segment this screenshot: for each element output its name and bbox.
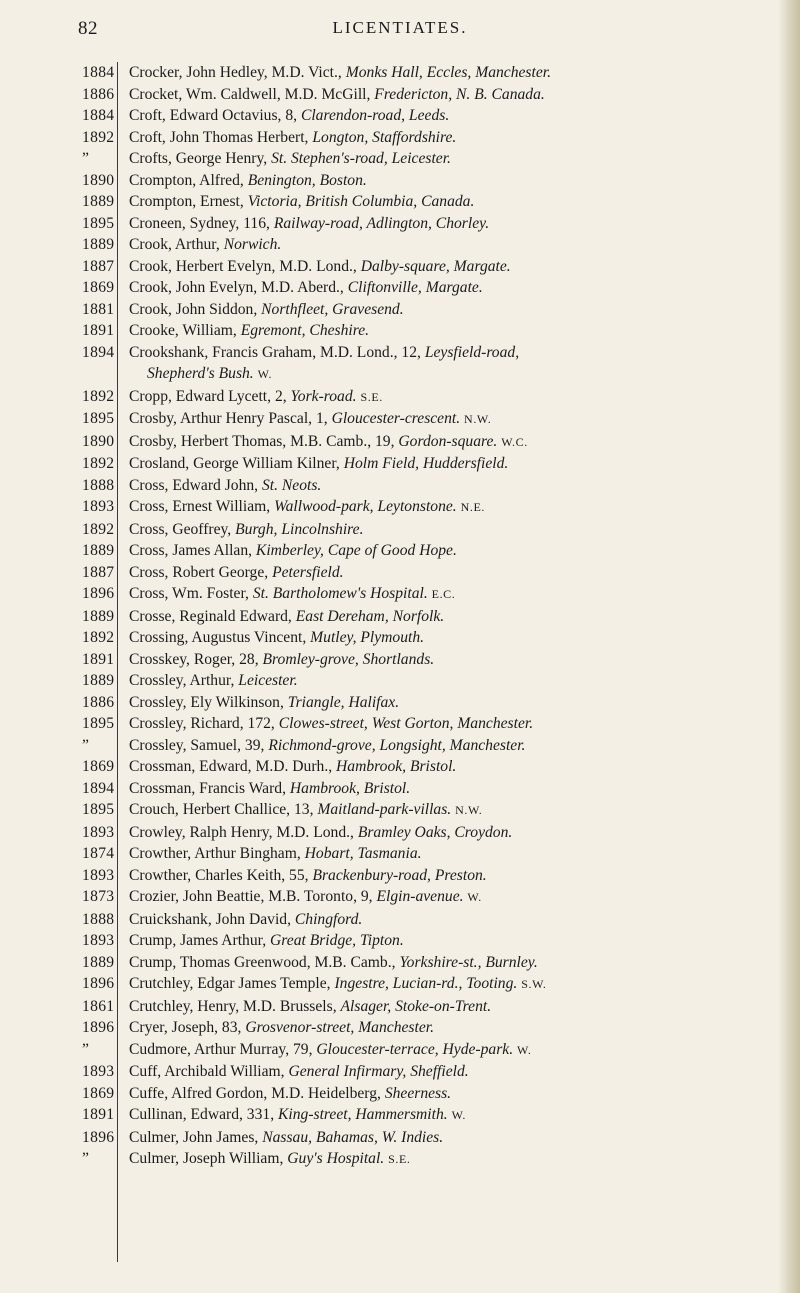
entry-year: 1887 — [82, 563, 115, 581]
list-item — [0, 627, 800, 649]
entry-name: Crossing, Augustus Vincent, — [129, 629, 307, 646]
entry-address: Holm Field, Huddersfield. — [343, 455, 509, 472]
entry-text — [129, 342, 779, 364]
entry-continuation — [147, 363, 777, 386]
entry-address: Ingestre, Lucian-rd., Tooting. — [334, 975, 518, 992]
list-item — [0, 799, 800, 822]
entry-year: 1889 — [82, 607, 115, 625]
entry-year: 1891 — [82, 322, 115, 339]
list-item — [0, 213, 800, 235]
entry-address: Clowes-street, West Gorton, Manchester. — [278, 715, 534, 732]
list-item — [0, 1039, 800, 1062]
list-item — [0, 170, 800, 192]
list-item — [0, 865, 800, 887]
entry-year: 1881 — [82, 300, 115, 318]
entry-year: ” — [82, 1040, 90, 1058]
entry-year: 1893 — [82, 932, 115, 949]
entry-text — [129, 299, 779, 321]
entry-year: 1895 — [82, 801, 115, 818]
entry-text — [129, 1104, 779, 1127]
entry-text — [129, 930, 779, 952]
entry-year: 1892 — [82, 387, 115, 405]
entry-text — [129, 799, 779, 822]
list-item — [0, 649, 800, 671]
entry-text — [129, 213, 779, 235]
entry-address: Kimberley, Cape of Good Hope. — [255, 542, 457, 559]
list-item — [0, 1104, 800, 1127]
entry-year: 1889 — [82, 672, 115, 689]
entry-address: York-road. — [290, 387, 357, 405]
entry-name: Cuff, Archibald William, — [129, 1063, 285, 1080]
entry-address: Maitland-park-villas. — [317, 801, 452, 818]
entry-text — [129, 649, 779, 671]
entry-name: Cross, Wm. Foster, — [129, 585, 249, 602]
entry-name: Cudmore, Arthur Murray, 79, — [129, 1040, 313, 1058]
entry-text — [129, 627, 779, 649]
entry-text — [129, 234, 779, 256]
entry-year: 1894 — [82, 343, 115, 361]
entry-year: 1893 — [82, 1063, 115, 1080]
entry-year: 1893 — [82, 498, 115, 515]
entry-postal-district: N.W. — [455, 803, 483, 817]
list-item — [0, 256, 800, 278]
entry-postal-district: W.C. — [501, 434, 528, 449]
entry-year: 1892 — [82, 629, 115, 646]
entry-year: 1893 — [82, 823, 115, 841]
entry-year: 1888 — [82, 910, 115, 928]
entry-text — [129, 756, 779, 778]
entry-text — [129, 540, 779, 562]
entry-name: Crouch, Herbert Challice, 13, — [129, 801, 314, 818]
page-header — [0, 14, 800, 44]
entry-address: Clarendon-road, Leeds. — [300, 107, 450, 124]
entry-text — [129, 475, 779, 497]
entry-name: Crooke, William, — [129, 322, 237, 339]
entry-text — [129, 778, 779, 800]
entry-address: Hambrook, Bristol. — [289, 779, 411, 797]
entry-text — [129, 973, 779, 996]
entry-name: Crutchley, Edgar James Temple, — [129, 975, 331, 992]
list-item — [0, 234, 800, 256]
entry-name: Crosby, Herbert Thomas, M.B. Camb., 19, — [129, 432, 395, 450]
entry-address: Gloucester-terrace, Hyde-park. — [316, 1040, 514, 1058]
list-item — [0, 1148, 800, 1171]
entry-year: 1890 — [82, 432, 115, 450]
entry-year: 1896 — [82, 1128, 115, 1146]
entry-name: Crook, Herbert Evelyn, M.D. Lond., — [129, 257, 357, 275]
list-item — [0, 62, 800, 84]
entry-name: Culmer, John James, — [129, 1128, 259, 1146]
entry-name: Crosskey, Roger, 28, — [129, 650, 259, 668]
entry-text — [129, 1083, 779, 1105]
entry-name: Crocker, John Hedley, M.D. Vict., — [129, 64, 342, 81]
entry-postal-district: W. — [517, 1042, 532, 1057]
list-item — [0, 692, 800, 714]
entry-address: Railway-road, Adlington, Chorley. — [273, 214, 490, 232]
entry-text — [129, 606, 779, 628]
entry-year: 1889 — [82, 542, 115, 559]
entry-name: Cross, James Allan, — [129, 542, 253, 559]
entry-year: ” — [82, 736, 90, 754]
entry-address: Monks Hall, Eccles, Manchester. — [345, 64, 551, 81]
entry-name: Crossman, Francis Ward, — [129, 779, 286, 797]
list-item — [0, 84, 800, 106]
entry-text — [129, 431, 779, 454]
entry-name: Croft, Edward Octavius, 8, — [129, 107, 298, 124]
entry-name: Crookshank, Francis Graham, M.D. Lond., 12, — [129, 343, 421, 361]
entry-address: Leicester. — [238, 672, 298, 689]
entry-year: 1893 — [82, 866, 115, 884]
list-item — [0, 431, 800, 454]
entry-address: Gordon-square. — [398, 432, 498, 450]
list-item — [0, 713, 800, 735]
entry-address: St. Stephen's-road, Leicester. — [271, 150, 451, 167]
entry-name: Crook, John Evelyn, M.D. Aberd., — [129, 279, 344, 296]
page-number: 82 — [78, 18, 98, 39]
list-item — [0, 1017, 800, 1039]
entry-year: 1884 — [82, 107, 115, 124]
entry-year: 1889 — [82, 953, 115, 971]
list-item — [0, 191, 800, 213]
list-item — [0, 996, 800, 1018]
list-item — [0, 475, 800, 497]
entry-postal-district: W. — [467, 890, 482, 904]
entry-name: Crozier, John Beattie, M.B. Toronto, 9, — [129, 888, 373, 905]
entry-year: 1894 — [82, 779, 115, 797]
entry-year: 1889 — [82, 236, 115, 253]
list-item — [0, 105, 800, 127]
licentiate-list — [0, 62, 800, 1171]
entry-text — [129, 843, 779, 865]
entry-text — [129, 191, 779, 213]
list-item — [0, 670, 800, 692]
list-item — [0, 453, 800, 475]
entry-postal-district: E.C. — [431, 587, 456, 601]
entry-name: Crossman, Edward, M.D. Durh., — [129, 758, 333, 775]
entry-name: Cruickshank, John David, — [129, 910, 291, 928]
entry-address: Guy's Hospital. — [287, 1150, 385, 1167]
entry-address: Triangle, Halifax. — [287, 693, 400, 711]
entry-name: Crump, James Arthur, — [129, 932, 267, 949]
list-item — [0, 756, 800, 778]
entry-text — [129, 1039, 779, 1062]
entry-address: Nassau, Bahamas, W. Indies. — [262, 1128, 444, 1146]
list-item — [0, 583, 800, 606]
entry-text — [129, 84, 779, 106]
entry-address: Chingford. — [294, 910, 363, 928]
list-item — [0, 540, 800, 562]
list-item — [0, 822, 800, 844]
list-item — [0, 127, 800, 149]
entry-address: Sheerness. — [384, 1084, 452, 1102]
entry-name: Crook, John Siddon, — [129, 300, 258, 318]
entry-name: Cryer, Joseph, 83, — [129, 1019, 242, 1036]
entry-name: Crosby, Arthur Henry Pascal, 1, — [129, 410, 328, 427]
entry-text — [129, 170, 779, 192]
entry-year: 1890 — [82, 171, 115, 189]
entry-postal-district: S.E. — [360, 389, 383, 404]
entry-year: 1892 — [82, 455, 115, 472]
entry-address: Bromley-grove, Shortlands. — [262, 650, 435, 668]
entry-address: Yorkshire-st., Burnley. — [399, 953, 538, 971]
entry-text — [129, 386, 779, 409]
entry-year: 1887 — [82, 257, 115, 275]
list-item — [0, 342, 800, 386]
list-item — [0, 1083, 800, 1105]
entry-text — [129, 909, 779, 931]
entry-text — [129, 277, 779, 299]
entry-year: 1891 — [82, 1106, 115, 1123]
entry-address: Leysfield-road, — [424, 343, 520, 361]
entry-year: 1895 — [82, 715, 115, 732]
entry-address: Cliftonville, Margate. — [347, 279, 483, 296]
entry-text — [129, 1148, 779, 1171]
entry-name: Crutchley, Henry, M.D. Brussels, — [129, 997, 337, 1015]
entry-address: Grosvenor-street, Manchester. — [245, 1019, 434, 1036]
list-item — [0, 973, 800, 996]
entry-address: Great Bridge, Tipton. — [270, 932, 404, 949]
entry-year: 1869 — [82, 1084, 115, 1102]
entry-name: Cross, Ernest William, — [129, 498, 271, 515]
entry-year: 1896 — [82, 1019, 115, 1036]
entry-year: 1895 — [82, 410, 115, 427]
entry-name: Crowley, Ralph Henry, M.D. Lond., — [129, 823, 354, 841]
entry-name: Crossley, Richard, 172, — [129, 715, 275, 732]
entry-address: Elgin-avenue. — [376, 888, 464, 905]
entry-text — [129, 735, 779, 757]
running-head: LICENTIATES. — [332, 18, 468, 37]
entry-address: Wallwood-park, Leytonstone. — [274, 498, 457, 515]
entry-postal-district: N.E. — [460, 500, 486, 514]
entry-name: Crowther, Charles Keith, 55, — [129, 866, 309, 884]
entry-text — [129, 886, 779, 909]
entry-text — [129, 496, 779, 519]
entry-text — [129, 408, 779, 431]
entry-year: 1896 — [82, 585, 115, 602]
entry-address: Benington, Boston. — [247, 171, 367, 189]
entry-address: Bramley Oaks, Croydon. — [357, 823, 513, 841]
entry-year: 1873 — [82, 888, 115, 905]
entry-name: Cullinan, Edward, 331, — [129, 1106, 275, 1123]
entry-address: Brackenbury-road, Preston. — [312, 866, 487, 884]
entry-name: Crosland, George William Kilner, — [129, 455, 340, 472]
entry-name: Croneen, Sydney, 116, — [129, 214, 270, 232]
entry-year: 1895 — [82, 214, 115, 232]
list-item — [0, 1127, 800, 1149]
entry-address: Northfleet, Gravesend. — [261, 300, 404, 318]
entry-text — [129, 320, 779, 342]
entry-text — [129, 256, 779, 278]
entry-postal-district: W. — [257, 367, 273, 381]
entry-address: St. Bartholomew's Hospital. — [252, 585, 428, 602]
entry-year: 1892 — [82, 128, 115, 146]
entry-postal-district: N.W. — [464, 412, 492, 426]
entry-address: Dalby-square, Margate. — [360, 257, 511, 275]
entry-address: Alsager, Stoke-on-Trent. — [340, 997, 492, 1015]
entry-address: King-street, Hammersmith. — [278, 1106, 448, 1123]
entry-address: Victoria, British Columbia, Canada. — [247, 193, 475, 210]
entry-text — [129, 148, 779, 170]
entry-text — [129, 1017, 779, 1039]
entry-postal-district: W. — [451, 1108, 466, 1122]
list-item — [0, 930, 800, 952]
entry-year: 1886 — [82, 85, 115, 103]
list-item — [0, 496, 800, 519]
list-item — [0, 909, 800, 931]
list-item — [0, 952, 800, 974]
entry-text — [129, 822, 779, 844]
entry-text — [129, 562, 779, 584]
list-item — [0, 299, 800, 321]
entry-address: Fredericton, N. B. Canada. — [374, 85, 545, 103]
list-item — [0, 735, 800, 757]
entry-address: Norwich. — [223, 236, 282, 253]
entry-name: Crossley, Ely Wilkinson, — [129, 693, 284, 711]
entry-name: Crossley, Samuel, 39, — [129, 736, 265, 754]
entry-name: Cross, Robert George, — [129, 563, 269, 581]
entry-address: Burgh, Lincolnshire. — [235, 520, 364, 538]
entry-name: Crosse, Reginald Edward, — [129, 607, 292, 625]
entry-name: Cross, Edward John, — [129, 476, 259, 494]
entry-text — [129, 670, 779, 692]
entry-name: Crompton, Ernest, — [129, 193, 244, 210]
entry-address: Longton, Staffordshire. — [312, 128, 457, 146]
entry-text — [129, 692, 779, 714]
entry-address: Petersfield. — [272, 563, 344, 581]
entry-name: Crocket, Wm. Caldwell, M.D. McGill, — [129, 85, 371, 103]
list-item — [0, 1061, 800, 1083]
entry-text — [129, 865, 779, 887]
entry-address: Gloucester-crescent. — [331, 410, 461, 427]
entry-year: 1874 — [82, 845, 115, 862]
entry-name: Croft, John Thomas Herbert, — [129, 128, 309, 146]
list-item — [0, 386, 800, 409]
entry-year: ” — [82, 150, 90, 167]
entry-postal-district: S.E. — [388, 1152, 411, 1166]
entry-name: Cross, Geoffrey, — [129, 520, 232, 538]
entry-text — [129, 1127, 779, 1149]
entry-address: General Infirmary, Sheffield. — [288, 1063, 469, 1080]
entry-postal-district: S.W. — [521, 977, 547, 991]
entry-year: ” — [82, 1150, 90, 1167]
entry-address: Hambrook, Bristol. — [336, 758, 457, 775]
entry-text — [129, 519, 779, 541]
list-item — [0, 519, 800, 541]
list-item — [0, 320, 800, 342]
entry-name: Crossley, Arthur, — [129, 672, 235, 689]
entry-name: Crook, Arthur, — [129, 236, 220, 253]
page-edge-shadow — [778, 0, 800, 1293]
entry-text — [129, 996, 779, 1018]
entry-name: Culmer, Joseph William, — [129, 1150, 284, 1167]
list-item — [0, 843, 800, 865]
entry-name: Crowther, Arthur Bingham, — [129, 845, 301, 862]
entry-year: 1869 — [82, 758, 115, 775]
entry-address: Richmond-grove, Longsight, Manchester. — [268, 736, 526, 754]
entry-year: 1896 — [82, 975, 115, 992]
entry-name: Crompton, Alfred, — [129, 171, 244, 189]
entry-name: Cropp, Edward Lycett, 2, — [129, 387, 287, 405]
entry-year: 1889 — [82, 193, 115, 210]
entry-address: Mutley, Plymouth. — [310, 629, 425, 646]
entry-text — [129, 127, 779, 149]
entry-year: 1886 — [82, 693, 115, 711]
entry-text — [129, 1061, 779, 1083]
entry-text — [129, 62, 779, 84]
list-item — [0, 778, 800, 800]
entry-year: 1869 — [82, 279, 115, 296]
entry-name: Crofts, George Henry, — [129, 150, 268, 167]
entry-address-continued: Shepherd's Bush. — [147, 365, 254, 382]
entry-text — [129, 105, 779, 127]
entry-address: Hobart, Tasmania. — [304, 845, 422, 862]
entry-text — [129, 453, 779, 475]
entry-name: Cuffe, Alfred Gordon, M.D. Heidelberg, — [129, 1084, 381, 1102]
entry-address: Egremont, Cheshire. — [240, 322, 370, 339]
list-item — [0, 886, 800, 909]
entry-year: 1891 — [82, 650, 115, 668]
list-item — [0, 277, 800, 299]
entry-text — [129, 583, 779, 606]
entry-year: 1861 — [82, 997, 115, 1015]
list-item — [0, 606, 800, 628]
entry-year: 1892 — [82, 520, 115, 538]
list-item — [0, 408, 800, 431]
list-item — [0, 562, 800, 584]
entry-address: St. Neots. — [261, 476, 322, 494]
entry-address: East Dereham, Norfolk. — [295, 607, 445, 625]
entry-text — [129, 952, 779, 974]
entry-text — [129, 713, 779, 735]
entry-name: Crump, Thomas Greenwood, M.B. Camb., — [129, 953, 396, 971]
entry-year: 1884 — [82, 64, 115, 81]
entry-year: 1888 — [82, 476, 115, 494]
list-item — [0, 148, 800, 170]
